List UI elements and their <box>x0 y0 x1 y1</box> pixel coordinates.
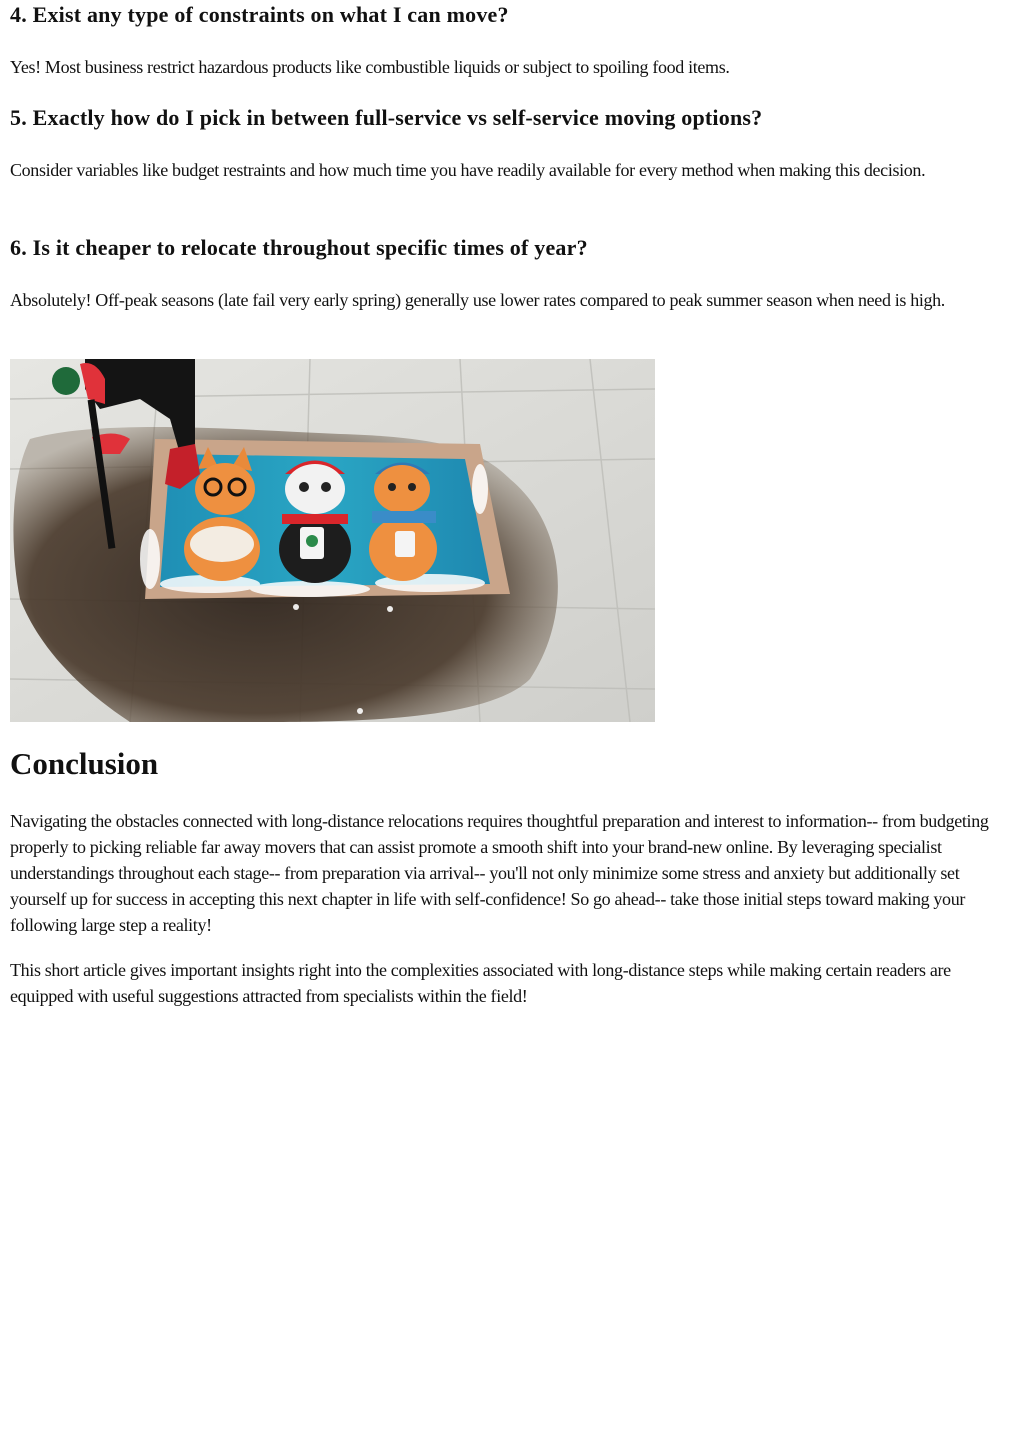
faq-question-6: 6. Is it cheaper to relocate throughout specific times of year? <box>10 235 588 260</box>
faq-question-4: 4. Exist any type of constraints on what I can move? <box>10 2 509 27</box>
conclusion-paragraph-1: Navigating the obstacles connected with long-distance relocations requires thoughtful preparation and interest to information-- from budgeting properly to picking reliable far away movers that can assist promote a smooth shift into your brand-new online. By leveraging specialist understandings throughout each stage-- from preparation via arrival-- you'll not only minimize some stress and anxiety but additionally set yourself up for success in accepting this next chapter in life with self-confidence! So go ahead-- take those initial steps toward making your following large step a reality! <box>10 811 989 935</box>
conclusion-heading: Conclusion <box>10 746 159 781</box>
rug-cleaning-photo <box>10 359 655 722</box>
faq-answer-5: Consider variables like budget restraints and how much time you have readily available for every method when making this decision. <box>10 160 926 180</box>
faq-question-5: 5. Exactly how do I pick in between full-service vs self-service moving options? <box>10 105 763 130</box>
faq-answer-6: Absolutely! Off-peak seasons (late fail very early spring) generally use lower rates compared to peak summer season when need is high. <box>10 290 945 310</box>
faq-answer-4: Yes! Most business restrict hazardous products like combustible liquids or subject to spoiling food items. <box>10 57 730 77</box>
conclusion-paragraph-2: This short article gives important insights right into the complexities associated with long-distance steps while making certain readers are equipped with useful suggestions attracted from specialists within the field! <box>10 960 951 1006</box>
